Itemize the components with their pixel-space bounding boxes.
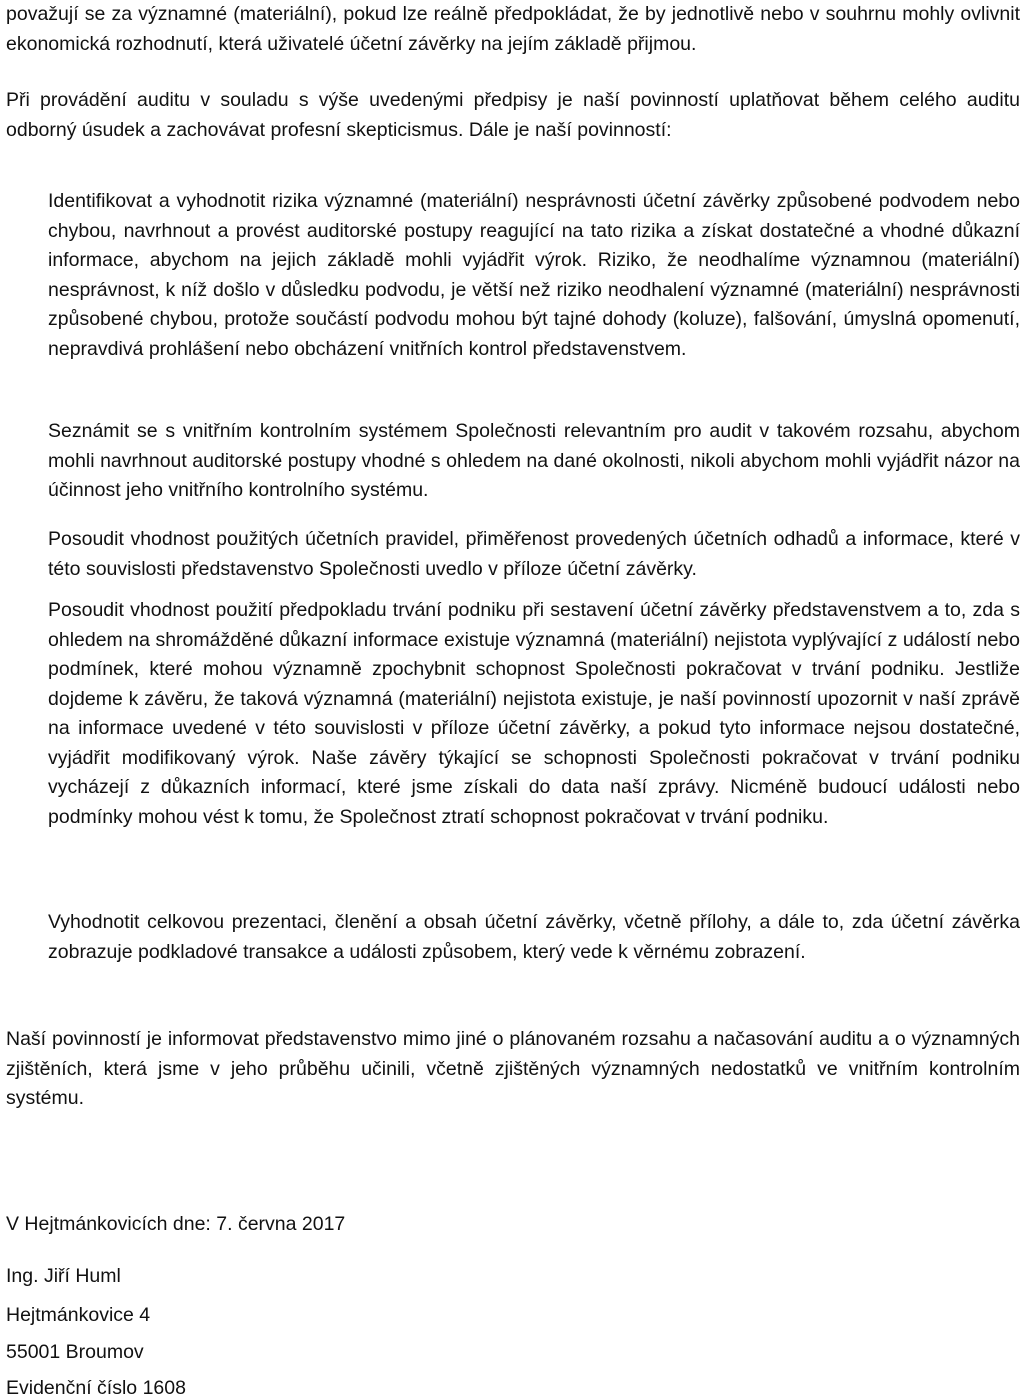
signature-registration: Evidenční číslo 1608 <box>6 1377 186 1399</box>
duty-paragraph: Při provádění auditu v souladu s výše uvedenými předpisy je naší povinností uplatňovat během celého auditu odborný úsudek a zachovávat profesní skepticismus. Dále je naší povinností: <box>6 89 1020 141</box>
duty-item-identify-risks: Identifikovat a vyhodnotit rizika významné (materiální) nesprávnosti účetní závěrky způsobené podvodem nebo chybou, navrhnout a provést auditorské postupy reagující na tato rizika a získat dostatečné a vhodné důkazní informace, abychom na jejich základě mohli vyjádřit výrok. Riziko, že neodhalíme významnou (materiální) nesprávnost, k níž došlo v důsledku podvodu, je větší než riziko neodhalení významné (materiální) nesprávnosti způsobené chybou, protože součástí podvodu mohou být tajné dohody (koluze), falšování, úmyslná opomenutí, nepravdivá prohlášení nebo obcházení vnitřních kontrol představenstvem. <box>48 190 1020 360</box>
reporting-paragraph: Naší povinností je informovat představenstvo mimo jiné o plánovaném rozsahu a načasování auditu a o významných zjištěních, která jsme v jeho průběhu učinili, včetně zjištěných významných nedostatků ve vnitřním kontrolním systému. <box>6 1028 1020 1109</box>
signature-city: 55001 Broumov <box>6 1341 144 1363</box>
duty-item-going-concern: Posoudit vhodnost použití předpokladu trvání podniku při sestavení účetní závěrky představenstvem a to, zda s ohledem na shromážděné důkazní informace existuje významná (materiální) nejistota vyplývající z událostí nebo podmínek, které mohou významně zpochybnit schopnost Společnosti pokračovat v trvání podniku. Jestliže dojdeme k závěru, že taková významná (materiální) nejistota existuje, je naší povinností upozornit v naší zprávě na informace uvedené v této souvislosti v příloze účetní závěrky, a pokud tyto informace nejsou dostatečné, vyjádřit modifikovaný výrok. Naše závěry týkající se schopnosti Společnosti pokračovat v trvání podniku vycházejí z důkazních informací, které jsme získali do data naší zprávy. Nicméně budoucí události nebo podmínky mohou vést k tomu, že Společnost ztratí schopnost pokračovat v trvání podniku. <box>48 599 1020 828</box>
signature-place-date: V Hejtmánkovicích dne: 7. června 2017 <box>6 1213 346 1235</box>
duty-item-accounting-policies: Posoudit vhodnost použitých účetních pravidel, přiměřenost provedených účetních odhadů a informace, které v této souvislosti představenstvo Společnosti uvedlo v příloze účetní závěrky. <box>48 528 1020 580</box>
duty-item-internal-control: Seznámit se s vnitřním kontrolním systémem Společnosti relevantním pro audit v takovém rozsahu, abychom mohli navrhnout auditorské postupy vhodné s ohledem na dané okolnosti, nikoli abychom mohli vyjádřit názor na účinnost jeho vnitřního kontrolního systému. <box>48 420 1020 501</box>
intro-paragraph: považují se za významné (materiální), pokud lze reálně předpokládat, že by jednotlivě nebo v souhrnu mohly ovlivnit ekonomická rozhodnutí, která uživatelé účetní závěrky na jejím základě přijmou. <box>6 3 1020 55</box>
duty-item-overall-presentation: Vyhodnotit celkovou prezentaci, členění a obsah účetní závěrky, včetně přílohy, a dále to, zda účetní závěrka zobrazuje podkladové transakce a události způsobem, který vede k věrnému zobrazení. <box>48 911 1020 963</box>
signature-name: Ing. Jiří Huml <box>6 1265 121 1287</box>
signature-street: Hejtmánkovice 4 <box>6 1304 151 1326</box>
